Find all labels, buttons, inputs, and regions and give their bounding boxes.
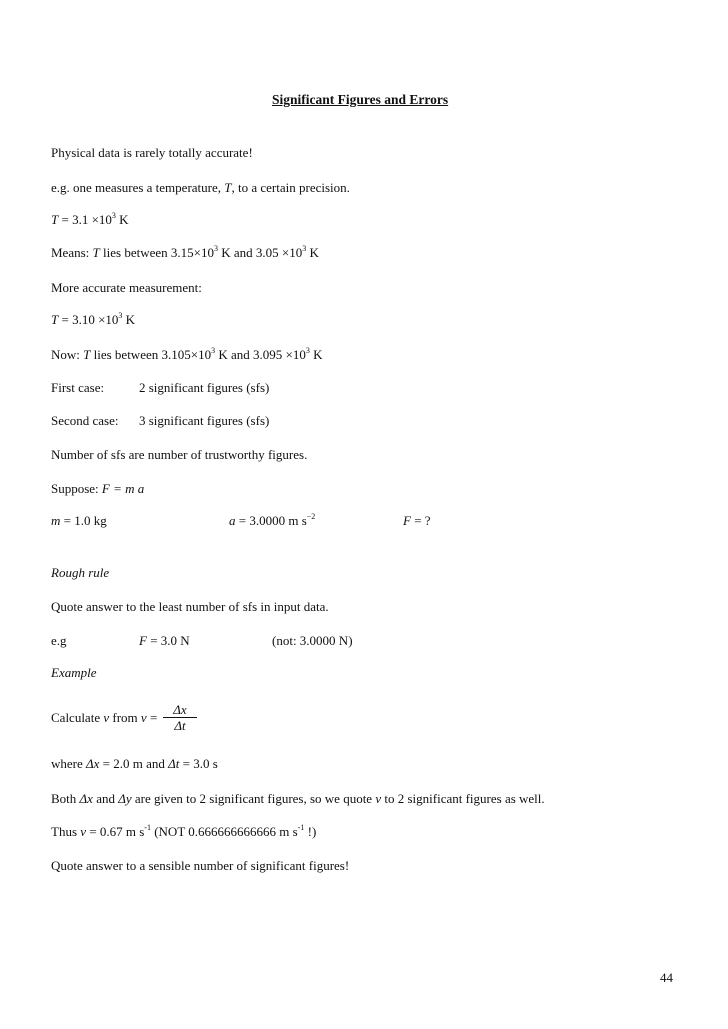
first-case-line [51,380,269,396]
text: 2 significant figures (sfs) [139,380,270,395]
sfs-line: Number of sfs are number of trustworthy figures. [51,447,308,462]
text: , to a certain precision. [231,180,350,195]
exponent: −2 [306,512,316,521]
text: = 3.0 s [179,756,218,771]
thus-line [51,824,316,840]
var-t: T [51,212,59,227]
var-t: T [92,245,100,260]
text: = ? [410,513,431,528]
case-label: First case: [51,380,105,395]
text: = 3.10 ×10 [58,312,119,327]
calculate-line [51,710,157,726]
text: K and 3.095 ×10 [215,347,306,362]
text: K [309,347,323,362]
delta-t: Δt [174,718,186,733]
text: Means: [51,245,93,260]
intro-line: Physical data is rarely totally accurate! [51,145,253,160]
var-t: T [224,180,232,195]
exponent: 3 [111,211,116,220]
var-t: T [83,347,91,362]
delta-y: Δy [118,791,132,806]
formula: F = m a [101,481,145,496]
delta-x: Δx [86,756,100,771]
delta-t: Δt [168,756,180,771]
velocity-fraction [163,702,197,733]
values-line [51,513,431,529]
exponent: 3 [213,244,218,253]
text: are given to 2 significant figures, so we quote [131,791,376,806]
means-line [51,245,319,261]
accel-value [229,513,403,529]
exponent: -1 [144,823,151,832]
page-number: 44 [660,970,673,985]
example-line [51,180,350,196]
text: Now: [51,347,84,362]
delta-x: Δx [173,702,187,717]
exponent: 3 [211,346,216,355]
accurate-line: More accurate measurement: [51,280,202,295]
equation-t-2 [51,312,135,328]
delta-x: Δx [79,791,93,806]
text: !) [304,824,317,839]
text: Rough rule [51,565,110,580]
var-f: F [139,633,147,648]
mass-value [51,513,229,529]
text: Example [51,665,97,680]
text: lies between 3.15×10 [99,245,214,260]
var-a: a [229,513,236,528]
both-line [51,791,545,807]
var-v: v [375,791,382,806]
var-v: v [103,710,110,725]
where-line [51,756,218,772]
second-case-line [51,413,269,429]
var-v: v [140,710,147,725]
text: = 3.0000 m s [235,513,307,528]
equation-t-1 [51,212,129,228]
numerator [163,702,197,717]
text: Suppose: [51,481,102,496]
text: (NOT 0.666666666666 m s [150,824,298,839]
var-m: m [51,513,61,528]
text: = [146,710,158,725]
text: Calculate [51,710,104,725]
text: K and 3.05 ×10 [217,245,303,260]
var-v: v [80,824,87,839]
text: e.g. one measures a temperature, [51,180,225,195]
rule-line: Quote answer to the least number of sfs in input data. [51,599,329,614]
text: Both [51,791,80,806]
text: e.g [51,633,67,648]
text: K [306,245,319,260]
text: = 0.67 m s [86,824,145,839]
text: where [51,756,87,771]
force-result [139,633,272,649]
denominator [163,718,197,733]
text: from [109,710,141,725]
text: K [115,212,129,227]
text: K [122,312,136,327]
now-line [51,347,322,363]
exponent: 3 [305,346,310,355]
eg-line [51,633,353,649]
force-value [403,513,431,528]
exponent: 3 [302,244,307,253]
example-heading [51,665,96,681]
rough-rule-heading [51,565,109,581]
text: = 3.0 N [146,633,190,648]
text: = 1.0 kg [60,513,107,528]
var-t: T [51,312,59,327]
page-title: Significant Figures and Errors [272,92,449,107]
text: lies between 3.105×10 [90,347,212,362]
text: 3 significant figures (sfs) [139,413,270,428]
exponent: 3 [118,311,123,320]
text: (not: 3.0000 N) [272,633,353,648]
text: Thus [51,824,81,839]
exponent: -1 [297,823,305,832]
var-f: F [403,513,411,528]
text: and [92,791,119,806]
suppose-line [51,481,144,497]
text: to 2 significant figures as well. [381,791,545,806]
case-label: Second case: [51,413,119,428]
text: = 3.1 ×10 [58,212,112,227]
text: = 2.0 m and [99,756,169,771]
quote-line: Quote answer to a sensible number of significant figures! [51,858,350,873]
